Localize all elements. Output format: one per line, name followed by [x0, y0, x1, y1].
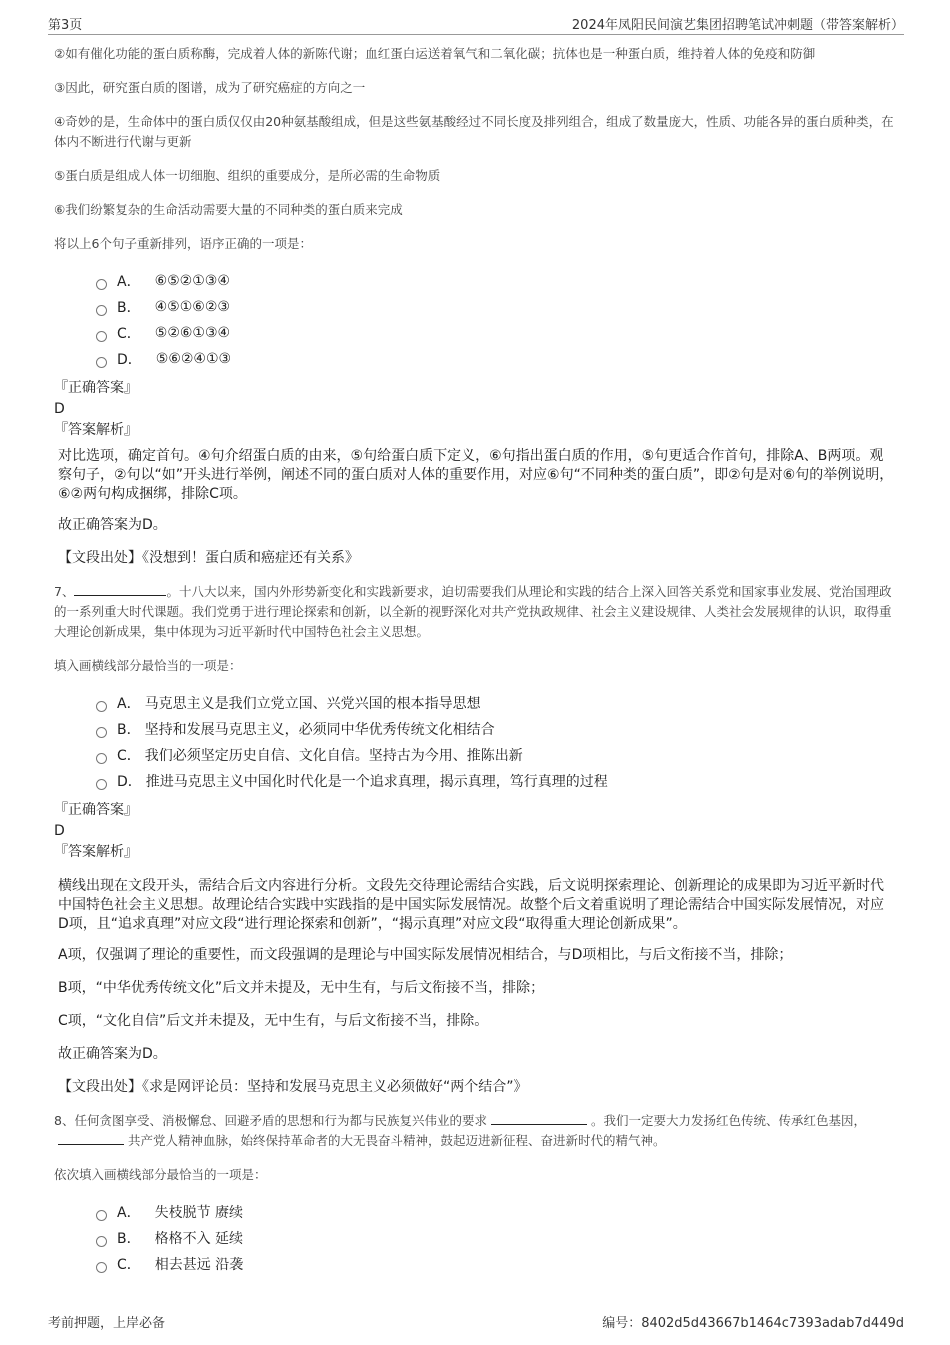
sentence-4: ④奇妙的是，生命体中的蛋白质仅仅由20种氨基酸组成，但是这些氨基酸经过不同长度及排列组合，组成了数量庞大，性质、功能各异的蛋白质种类，在体内不断进行代谢与更新 — [54, 114, 894, 149]
q7-option-c[interactable]: C． 我们必须坚定历史自信、文化自信。坚持古为今用、推陈出新 — [96, 742, 902, 768]
answer-value: D — [54, 823, 65, 839]
option-c-note: C项，“文化自信”后文并未提及，无中生有，与后文衔接不当，排除。 — [58, 1013, 489, 1029]
page-content — [54, 44, 902, 1283]
q7-option-d[interactable]: D． 推进马克思主义中国化时代化是一个追求真理，揭示真理，笃行真理的过程 — [96, 768, 902, 794]
radio-icon[interactable] — [96, 701, 107, 712]
fill-blank — [491, 1112, 587, 1125]
q7-stem: 7、 。十八大以来，国内外形势新变化和实践新要求，迫切需要我们从理论和实践的结合上深入回答关系党和国家事业发展、党治国理政的一系列重大时代课题。我们党勇于进行理论探索和创新，以全新的视野深化对共产党执政规律、社会主义建设规律、人类社会发展规律的认识，取得重大理论创新成果，集中体现为习近平新时代中国特色社会主义思想。 — [54, 584, 892, 639]
document-title: 2024年凤阳民间演艺集团招聘笔试冲刺题（带答案解析） — [571, 18, 904, 33]
q8-option-c[interactable]: C． 相去甚远 沿袭 — [96, 1251, 902, 1277]
fill-blank — [58, 1132, 124, 1145]
option-a-note: A项，仅强调了理论的重要性，而文段强调的是理论与中国实际发展情况相结合，与D项相比，与后文衔接不当，排除； — [58, 947, 793, 963]
radio-icon[interactable] — [96, 753, 107, 764]
conclusion: 故正确答案为D。 — [58, 1046, 167, 1062]
document-code: 编号：8402d5d43667b1464c7393adab7d449d — [602, 1316, 904, 1331]
sentence-5: ⑤蛋白质是组成人体一切细胞、组织的重要成分，是所必需的生命物质 — [54, 168, 441, 183]
question-prompt: 将以上6个句子重新排列，语序正确的一项是： — [54, 236, 312, 251]
q7-option-b[interactable]: B． 坚持和发展马克思主义，必须同中华优秀传统文化相结合 — [96, 716, 902, 742]
radio-icon[interactable] — [96, 727, 107, 738]
q6-options — [96, 268, 902, 372]
q7-prompt: 填入画横线部分最恰当的一项是： — [54, 658, 242, 673]
radio-icon[interactable] — [96, 279, 107, 290]
radio-icon[interactable] — [96, 1262, 107, 1273]
radio-icon[interactable] — [96, 1236, 107, 1247]
page-number: 第3页 — [48, 18, 83, 33]
sentence-3: ③因此，研究蛋白质的图谱，成为了研究癌症的方向之一 — [54, 80, 366, 95]
sentence-2: ②如有催化功能的蛋白质称酶，完成着人体的新陈代谢；血红蛋白运送着氧气和二氧化碳；抗体也是一种蛋白质，维持着人体的免疫和防御 — [54, 46, 816, 61]
analysis-text: 横线出现在文段开头，需结合后文内容进行分析。文段先交待理论需结合实践，后文说明探索理论、创新理论的成果即为习近平新时代中国特色社会主义思想。故理论结合实践中实践指的是中国实际发展情况。故整个后文着重说明了理论需结合中国实际发展情况，对应D项，且“追求真理”对应文段“进行理论探索和创新”，“揭示真理”对应文段“取得重大理论创新成果”。 — [58, 878, 884, 932]
radio-icon[interactable] — [96, 1210, 107, 1221]
q6-option-d[interactable]: D． ⑤⑥②④①③ — [96, 346, 902, 372]
sentence-6: ⑥我们纷繁复杂的生命活动需要大量的不同种类的蛋白质来完成 — [54, 202, 403, 217]
answer-label: 『正确答案』 — [54, 380, 138, 396]
q7-options — [96, 690, 902, 794]
q6-option-b[interactable]: B． ④⑤①⑥②③ — [96, 294, 902, 320]
footer-slogan: 考前押题，上岸必备 — [48, 1316, 166, 1331]
q7-option-a[interactable]: A． 马克思主义是我们立党立国、兴党兴国的根本指导思想 — [96, 690, 902, 716]
answer-label: 『正确答案』 — [54, 802, 138, 818]
q6-option-a[interactable]: A． ⑥⑤②①③④ — [96, 268, 902, 294]
source: 【文段出处】《没想到！蛋白质和癌症还有关系》 — [58, 550, 359, 566]
option-b-note: B项，“中华优秀传统文化”后文并未提及，无中生有，与后文衔接不当，排除； — [58, 980, 545, 996]
analysis-label: 『答案解析』 — [54, 422, 138, 438]
radio-icon[interactable] — [96, 331, 107, 342]
analysis-text: 对比选项，确定首句。④句介绍蛋白质的由来，⑤句给蛋白质下定义，⑥句指出蛋白质的作用，⑤句更适合作首句，排除A、B两项。观察句子，②句以“如”开头进行举例，阐述不同的蛋白质对人体的重要作用，对应⑥句“不同种类的蛋白质”，即②句是对⑥句的举例说明，⑥②两句构成捆绑，排除C项。 — [58, 448, 894, 502]
fill-blank — [74, 583, 166, 596]
q8-stem: 8、任何贪图享受、消极懈怠、回避矛盾的思想和行为都与民族复兴伟业的要求 。我们一定要大力发扬红色传统、传承红色基因，共产党人精神血脉，始终保持革命者的大无畏奋斗精神，鼓起迈进新征程、奋进新时代的精气神。 — [54, 1113, 866, 1148]
source: 【文段出处】《求是网评论员：坚持和发展马克思主义必须做好“两个结合”》 — [58, 1079, 528, 1095]
answer-value: D — [54, 401, 65, 417]
analysis-label: 『答案解析』 — [54, 844, 138, 860]
q8-option-b[interactable]: B． 格格不入 延续 — [96, 1225, 902, 1251]
conclusion: 故正确答案为D。 — [58, 517, 167, 533]
page-header — [48, 12, 904, 35]
q6-option-c[interactable]: C． ⑤②⑥①③④ — [96, 320, 902, 346]
q8-prompt: 依次填入画横线部分最恰当的一项是： — [54, 1167, 267, 1182]
q8-option-a[interactable]: A． 失枝脱节 赓续 — [96, 1199, 902, 1225]
radio-icon[interactable] — [96, 305, 107, 316]
radio-icon[interactable] — [96, 779, 107, 790]
q8-options — [96, 1199, 902, 1277]
radio-icon[interactable] — [96, 357, 107, 368]
